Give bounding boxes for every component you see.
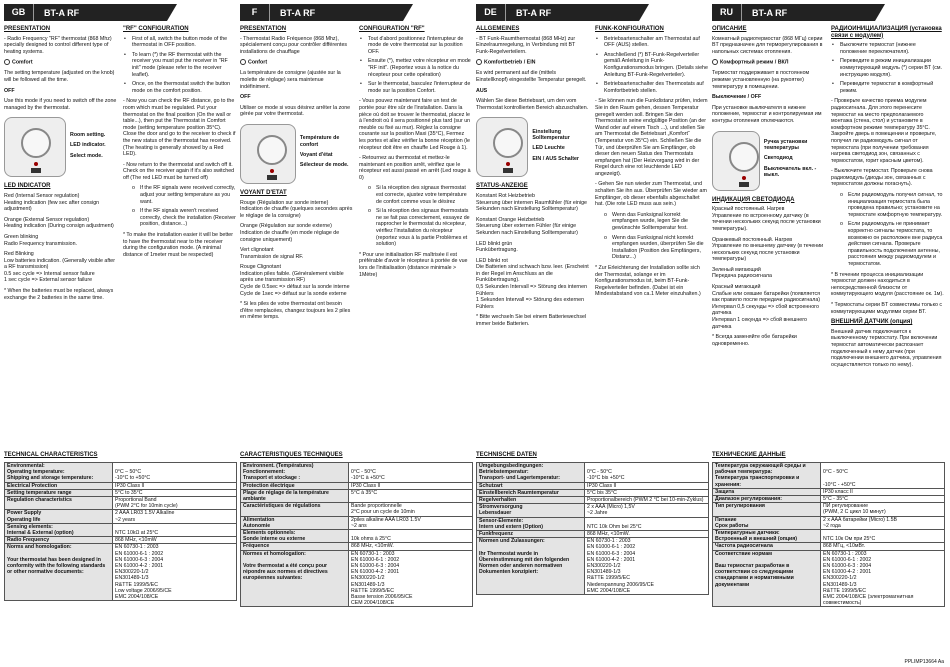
led-green: LED blinkt grün Funkübertragung. [476,240,518,254]
battery-note: * Si les piles de votre thermostat ont besoin d'être remplacées, changez toujours les 2 piles en même temps. [240,301,351,321]
comfort-label: Confort [248,59,268,66]
led-redblink: LED blinkt rot Die Batterien sind schwach bzw. leer. (Erscheint in der Regel im Anschluss an die Funkübertragung). 0,5 Sekunden Intervall => Störung des internen Fühlers 1 Sekunden Intervall => Störung des externen Fühlers [476,257,589,310]
columns [240,24,473,325]
off-label [240,94,353,101]
presentation-title: PRESENTATION [4,26,51,32]
comfort-label-row [240,59,353,66]
tech-value: IP30 Class II [585,482,709,489]
tech-value: 5°C bis 35°C [585,489,709,496]
tech-key: Fréquence [241,543,349,550]
tech-row [5,544,237,601]
rf-para-2: - Retournez au thermostat et mettez-le maintenant en position arrêt, vérifiez que le récepteur est aussi passé en arrêt (Led rouge à 0) [359,155,471,181]
external-sensor-title: ВНЕШНИЙ ДАТЧИК (опция) [831,319,913,326]
rf-step: • Tout d'abord positionnez l'interrupteur de mode de votre thermostat sur la position OFF. [359,36,472,56]
tech-value: IP30 класс II [821,488,945,495]
thermostat-illustration [712,131,760,191]
led-indicator [34,162,38,166]
tech-value: 868 MHz, <10mW [113,537,237,544]
mode-switch [267,175,277,180]
tech-row [477,531,709,538]
rf-note: * В течении процесса инициализации термостат должен находиться в непосредственной близости от коммутирующего модуля (расстояние ок. 1м). [831,271,944,298]
tech-key: Environnent. (Températures) Fonctionnement: Transport et stockage : [241,463,349,483]
tech-row [241,543,473,550]
rf-sub-item: o If the RF signals weren't received correctly, check the installation (Receiver position, distance...) [131,208,236,228]
temperature-knob [729,142,759,172]
led-indicator [506,162,510,166]
panel-de [476,4,709,652]
tech-value: NTC 10kΩ at 25°C [113,523,237,536]
comfort-label-row [476,59,589,66]
tech-key: Power Supply Operating life [5,510,113,523]
rf-sub-item: o Si la réception des signaux thermostat est correcte, ajustez votre température de confort comme vous le désirez [367,185,472,205]
rf-step: • Выключите термостат (нижнее положение переключателя). [831,42,944,55]
tech-value: 2 AAA LR03 1.5V Alkaline ~2 years [113,510,237,523]
panel-header [476,4,709,21]
tech-value: 5°C à 35°C [349,489,473,502]
led-green: Vert clignotant Transmission de signal RF. [240,247,304,260]
figure-labels [764,139,825,183]
tech-row [713,496,945,503]
model-name: BT-A RF [280,7,316,18]
tech-value: 0°C - 50°C -10°C bis +50°C [585,463,709,483]
led-redblink: Rouge Clignotant Indication piles faible. (Généralement visible après une transmission RF) Cycle de 0.5sec => défaut sur la sonde interne Cycle de 1sec => défaut sur la sonde externe [240,264,350,297]
rf-steps [831,42,944,94]
rf-para-2: - Gehen Sie nun wieder zum Thermostat, und schalten Sie ihn aus. Überprüfen Sie wieder am Empfänger, ob dieser ebenfalls abgeschaltet hat. (Die rote LED muss aus sein.) [595,181,707,208]
tech-row [713,488,945,495]
rf-step: • Anschließend (*) BT-Funk-Regelverteiler gemäß Anleitung in Funk-Konfigurationsmodus bringen. (Details siehe Anleitung BT-Funk-Regelverteiler). [595,52,708,78]
tech-row [713,543,945,550]
thermostat-figure [4,117,117,177]
tech-value: IP30 Class II [113,482,237,489]
tech-value: EN 60730-1 : 2003 EN 61000-6-1 : 2002 EN 61000-6-3 : 2004 EN 61000-4-2 : 2001 EN300220-1/2 EN301489-1/3 R&TTE 1999/5/EC Basse tension 2006/95/CE CEM 2004/108/CE [349,550,473,607]
columns [712,24,945,372]
tech-row [477,538,709,595]
fig-label-room: Température de confort [299,135,340,148]
language-code: DE [476,4,506,21]
tech-row [5,523,237,536]
tech-key: Sensor-Elemente: Intern und extern (Option) [477,517,585,530]
fig-label-led: Светодиод [763,155,793,162]
off-text: Utiliser ce mode si vous désirez arrêter la zone gérée par votre thermostat. [240,104,351,118]
panel-f [240,4,473,652]
tech-section [476,452,709,595]
rf-step: • Betriebsartenschalter am Thermostat auf OFF (AUS) stellen. [595,36,708,49]
rf-title: CONFIGURATION "RF" [359,26,425,32]
comfort-label: Комфортный режим / ВКЛ [720,59,789,66]
rf-sub-item: o Если радиомодуль не принимает корректно сигналы термостата, то возможно он расположен вне радиуса действия сигнала. Проверьте правильность подключения антенны, расстояния между радиомодулем и термостатом. [839,221,944,267]
tech-key: Stromversorgung Lebensdauer [477,504,585,517]
rf-sub-item: o If the RF signals were received correctly, adjust your setting temperature as you want. [131,185,236,205]
tech-row [241,482,473,489]
rf-steps [595,36,708,95]
figure-labels [300,135,353,173]
presentation-text: - BT Funk-Raumthermostat (868 MHz) zur Einzelraumregelung, in Verbindung mit BT Funk-Regelverteilern. [476,35,576,55]
rf-para-1: - Sie können nun die Funkdistanz prüfen, indem Sie in den Raum gehen, dessen Temperatur geregelt werden soll. Bringen Sie den Thermostat in seine endgültige Position (an der Wand oder auf einem Tisch ...), und stellen Sie am Thermostat die Betriebsart „Komfort“ (Temperatur von 35°C) ein. Schließen Sie die Tür, und überprüfen Sie am Empfänger, ob dieser den neuen Status des Thermostats empfangen hat (Der Heizvorgang wird in der Regel durch eine rot leuchtende LED angezeigt). [595,98,708,177]
temperature-knob [257,135,287,165]
fig-label-room: Room setting. [70,131,106,138]
figure-labels [70,132,106,163]
thermostat-illustration [476,117,528,177]
tech-row [5,510,237,523]
tech-key: Caractéristiques de régulations [241,503,349,516]
led-orange: Orange (Régulation sur sonde externe) Indication de chauffe (en mode réglage de consigne uniquement) [240,223,340,243]
tech-row [713,463,945,489]
rf-sub-items [603,212,708,261]
rf-para-2: - Now return to the thermostat and switch off it. Check on the receiver again if it's also switched off (The red LED must be turned off) [123,161,235,181]
tech-key: Schutzart [477,482,585,489]
tech-row [5,482,237,489]
off-label-text: OFF [4,87,15,94]
led-orange: Orange (External Sensor regulation) Heating indication (During consign adjustment) [4,216,114,230]
tech-key: Regelverhalten [477,497,585,504]
tech-value: NTC 10k Ohm bei 25°C [585,517,709,530]
led-orange: Оранжевый постоянный. Нагрев Управление по внешнему датчику (в течении нескольких секунд после установки температуры) [712,236,824,263]
model-name: BT-A RF [44,7,80,18]
language-code: RU [712,4,742,21]
tech-value: 5°C - 35°C [821,496,945,503]
tech-value: 0°C - 50°C -10°C - +50°C [821,463,945,489]
left-column [4,24,117,305]
tech-row [713,530,945,543]
off-label-text: OFF [240,94,251,101]
led-red: Красный постоянный. Нагрев Управление по встроенному датчику (в течении нескольких секунд после установки температуры). [712,206,821,232]
rf-steps [123,36,236,95]
tech-key: Normen und Zulassungen: Ihr Thermostat wurde in Übereinstimmung mit den folgenden Normen oder anderen normativen Dokumenten konzipiert: [477,538,585,595]
header-notch [639,4,709,21]
tech-title: TECHNISCHE DATEN [476,452,537,458]
tech-key: Диапазон регулирования: [713,496,821,503]
tech-key: Elements optionnels: Sonde interne ou externe [241,530,349,543]
tech-value: EN 60730-1 : 2003 EN 61000-6-1 : 2002 EN 61000-6-3 : 2004 EN 61000-4-2 : 2001 EN300220-1/2 EN301489-1/3 R&TTE 1999/5/EC Low voltage 2006/95/CE EMC 2004/108/CE [113,544,237,601]
left-column [240,24,353,325]
tech-section [712,452,945,607]
rf-step: • Sur le thermostat, basculez l'interrupteur de mode sur la position Confort. [359,81,472,94]
tech-value: EN 60730-1 : 2003 EN 61000-6-1 : 2002 EN 61000-6-3 : 2004 EN 61000-4-2 : 2001 EN300220-1/2 EN301489-1/3 R&TTE 1999/5/EC EMC 2004/108/CE (электромагнитная совместимость) [821,550,945,607]
led-green: Green blinking Radio Frequency transmission. [4,233,78,247]
fig-label-select: Select mode. [70,152,103,159]
fig-label-room: Ручка установки температуры [763,138,808,151]
led-redblink: Red Blinking Low batteries indication. (Generally visible after a RF transmission) 0.5 sec cycle => Internal sensor failure 1 sec cycle => External sensor failure [4,251,115,284]
led-title: STATUS-ANZEIGE [476,183,528,190]
right-column [595,24,708,332]
fig-label-select: Sélecteur de mode. [299,162,349,169]
rf-step: • First of all, switch the button mode of the thermostat in OFF position. [123,36,236,49]
rf-sub-item: o Если радиомодуль получил сигнал, то инициализация термостата была проведена правильно; установите на термостате комфортную температуру. [839,192,944,218]
header-notch [875,4,945,21]
tech-row [5,463,237,483]
thermostat-illustration [4,117,66,177]
thermostat-figure [476,117,589,177]
tech-title: ТЕХНИЧЕСКИЕ ДАННЫЕ [712,452,786,458]
columns [476,24,709,332]
fig-label-select: Выключатель вкл. - выкл. [763,165,817,179]
tech-value: 5°C to 35°C [113,489,237,496]
tech-value: Bande proportionnelle 2°C pour un cycle de 10min [349,503,473,516]
rf-step: • Ensuite (*), mettez votre récepteur en mode "RF init". (Reportez vous à la notice du récepteur pour cette opération) [359,58,472,78]
rf-title: "RF" CONFIGURATION [123,26,189,32]
tech-key: Einstellbereich Raumtemperatur [477,489,585,496]
mode-switch [739,182,749,187]
tech-row [241,550,473,607]
rf-para-1: - Vous pouvez maintenant faire un test de portée pour être sûr de l'installation. Dans la pièce où doit se trouver le thermostat, placez le à l'endroit où il sera positionné plus tard (sur un meuble ou fixé au mur). Réglez la consigne courante sur la position Maxi (35°C), Fermez les portes et allez vérifier la bonne réception (le récepteur doit être en chauffe Led Rouge à 1). [359,98,471,151]
rf-note: * Pour une initialisation RF maîtrisée il est préférable d'avoir le récepteur à portée de vue lors de l'initialisation (distance minimale > 1Mètre) [359,251,468,278]
battery-note: * Всегда заменяйте обе батарейки одновременно. [712,334,797,347]
tech-value: 868 MHz, <10mW. [349,543,473,550]
tech-value: Proportionalbereich (PWM 2 °C bei 10-min-Zyklus) [585,497,709,504]
comfort-label: Comfort [12,59,33,66]
fig-label-led: LED indicator. [70,142,106,149]
tech-key: Соответствие нормам Ваш термостат разработан в соответствии со следующими стандартами и нормативными документами [713,550,821,607]
sun-icon [476,59,482,65]
right-column [123,24,236,305]
presentation-text: - Thermostat Radio Fréquence (868 Mhz), spécialement conçu pour contrôler différentes installations de chauffage [240,35,348,55]
tech-key: Частота радиосигнала [713,543,821,550]
footer-code: PPLIMP13664 Aa [904,659,944,665]
presentation-text: Комнатный радиотермостат (868 МГц) серии BT предназначен для терморегулирования в напольных системах отопления. [712,35,823,55]
off-label-text: Выключение / OFF [712,94,762,101]
mode-switch [31,168,41,173]
rf-title: РАДИОИНИЦИАЛИЗАЦИЯ (установка связи с модулем) [831,26,942,39]
comfort-label-row [4,59,117,66]
led-redblink: Красный мигающий Слабые или севшие батарейки (появляется как правило после передачи радиосигнала) Интервал 0,5 секунды => сбой встроенного датчика Интервал 1 секунда => сбой внешнего датчика [712,284,821,330]
left-column [476,24,589,332]
tech-key: Питание Срок работы [713,516,821,529]
tech-value: 868 MHz, <10mW. [585,531,709,538]
rf-sub-item: o Wenn das Funksignal korrekt empfangen wurde, legen Sie die gewünschte Solltemperatur fest. [603,212,708,232]
led-orange: Konstant Orange Heizbetrieb Steuerung über externen Fühler (für einige Sekunden nach Einstellung Solltemperatur) [476,216,578,236]
tech-title: TECHNICAL CHARACTERISTICS [4,452,98,458]
led-red: Red (Internal Sensor regulation) Heating indication (few sec after consign adjustment) [4,192,100,213]
sun-icon [712,59,718,65]
language-code: GB [4,4,34,21]
tech-row [477,463,709,483]
rf-note: * To make the installation easier it will be better to have the thermostat near to the receiver during the configuration mode. (A minimal distance of 1meter must be respected) [123,232,234,258]
rf-step: • Переведите термостат в комфортный режим. [831,81,944,94]
rf-step: • Переведите в режим инициализации коммутирующий модуль (*) серии BT (см. инструкцию модуля). [831,58,944,78]
rf-step: • Betriebsartenschalter des Thermostats auf Komfortbetrieb stellen. [595,81,708,94]
tech-value: 10k ohms à 25°C [349,530,473,543]
sun-icon [240,59,246,65]
tech-value: 0°C - 50°C -10°C à +50°C [349,463,473,483]
tech-row [5,537,237,544]
presentation-text: - Radio Frequency "RF" thermostat (868 Mhz) specially designed to control different type of heating systems. [4,35,112,55]
led-green: Зеленый мигающий Передача радиосигнала [712,266,772,280]
tech-section [4,452,237,601]
tech-row [241,516,473,529]
tech-row [477,497,709,504]
tech-value: 2 x AAA (Micro) 1,5V ~2 Jahre [585,504,709,517]
tech-value: Proportional Band (PWM 2°C for 10min cycle) [113,497,237,510]
tech-row [713,503,945,516]
off-label [712,94,825,101]
rf-sub-items [131,185,236,228]
tech-key: Sensing elements: Internal & External (option) [5,523,113,536]
mode-switch [503,168,513,173]
presentation-title: ALLGEMEINES [476,26,520,32]
rf-step: • To learn (*) the RF thermostat with the receiver you must put the receiver in "RF init" mode (please refer to the receiver leaflet). [123,52,236,78]
battery-note: * When the batteries must be replaced, always exchange the 2 batteries in the same time. [4,288,114,301]
led-red: Rouge (Régulation sur sonde interne) Indication de chauffe (quelques secondes après le réglage de la consigne) [240,199,353,219]
rf-title: FUNK-KONFIGURATION [595,26,664,32]
comfort-text: Es wird permanent auf die (mittels Einstellknopf) eingestellte Temperatur geregelt. [476,70,587,83]
thermostat-illustration [240,124,296,184]
presentation-title: ОПИСАНИЕ [712,26,747,32]
figure-labels [532,129,589,167]
tech-row [241,503,473,516]
tech-value: 0°C – 50°C -10°C to +50°C [113,463,237,483]
tech-value: NTC 10к Ом при 25°C [821,530,945,543]
panel-ru [712,4,945,652]
columns [4,24,237,305]
tech-key: Regulation characteristics [5,497,113,510]
right-column [359,24,472,325]
tech-row [477,504,709,517]
tech-value: EN 60730-1 : 2003 EN 61000-6-1 : 2002 EN 61000-6-3 : 2004 EN 61000-4-2 : 2001 EN300220-1/2 EN301489-1/3 R&TTE 1999/5/EC Niederspannung 2006/95/CE EMC 2004/108/CE [585,538,709,595]
tech-key: Plage de réglage de la température ambiante [241,489,349,502]
tech-key: Alimentation Autonomie [241,516,349,529]
rf-steps [359,36,472,95]
tech-value: 2piles alkaline AAA LR03 1.5V ~2 ans [349,516,473,529]
tech-table [712,462,945,607]
tech-table [4,462,237,601]
tech-key: Setting temperature range [5,489,113,496]
tech-row [241,463,473,483]
rf-note: * Zur Erleichterung der Installation sollte sich der Thermostat, solange er im Konfigurationsmodus ist, beim BT-Funk-Regelverteiler befinden. (Dabei ist ein Mindestabstand von ca.1 Meter einzuhalten.) [595,265,701,298]
comfort-label-row [712,59,825,66]
tech-title: CARACTERISTIQUES TECHNIQUES [240,452,343,458]
rf-sub-items [839,192,944,268]
led-title: ИНДИКАЦИЯ СВЕТОДИОДА [712,196,795,203]
temperature-knob [21,128,51,158]
rf-sub-items [367,185,472,247]
fig-label-led: Voyant d'état [299,151,333,158]
tech-key: Environmental: Operating temperature: Shipping and storage temperature: [5,463,113,483]
led-title: LED INDICATOR [4,183,51,190]
tech-value: 2 x AAA батарейки (Micro) 1.5В ~2 года [821,516,945,529]
tech-key: Norms and homologation: Your thermostat has been designed in conformity with the following standards or other normative documents: [5,544,113,601]
presentation-title: PRESENTATION [240,26,287,32]
right-column [831,24,944,372]
comfort-text: The setting temperature (adjusted on the knob) will be followed all the time. [4,70,115,83]
panel-header [240,4,473,21]
off-label [476,88,589,95]
language-code: F [240,4,270,21]
rf-para-1: - Проверьте качество приема модулем радиосигнала. Для этого перенесите термостат на место предполагаемого монтажа (стена, стол) и установите в комфортном режиме температуру 35°C. Закройте дверь в помещении и проверьте, получил ли радиомодуль сигнал от термостата (при получении требования нагрева светодиод зон, связанных с термостатом, горит красным цветом). [831,98,937,164]
panel-header [712,4,945,21]
fig-label-room: Einstellung Solltemperatur [532,128,570,141]
left-column [712,24,825,372]
header-notch [403,4,473,21]
tech-key: Normes et homologation: Votre thermostat a été conçu pour répondre aux normes et directives européennes suivantes: [241,550,349,607]
rf-para-1: - Now you can check the RF distance, go to the room which must be regulated. Put your thermostat on the final position (On the wall or table...), then put the Thermostat in Comfort mode (setting temperature position 35°C). Close the door and go to the receiver to check if the new status of the thermostat has received. (The heating is generally showed by a Red LED). [123,98,236,158]
tech-key: Umgebungsbedingungen: Betriebstemperatur: Transport- und Lagertemperatur: [477,463,585,483]
tech-value: IP30 Class II [349,482,473,489]
tech-key: Температура окружающей среды и рабочая температура: Температура транспортировки и хранения: [713,463,821,489]
tech-key: Funkfrequenz [477,531,585,538]
model-name: BT-A RF [516,7,552,18]
header-notch [167,4,237,21]
tech-row [713,550,945,607]
rf-sub-item: o Si la réception des signaux thermostats ne se fait pas correctement, essayez de rapprocher le thermostat du récepteur, vérifiez l'installation du récepteur (reportez vous à la partie Problèmes et solution) [367,208,472,248]
rf-sub-item: o Wenn das Funksignal nicht korrekt empfangen wurden, überprüfen Sie die Installation (Position des Empfängers, Distanz...) [603,235,708,261]
off-label [4,88,117,95]
off-text: Use this mode if you need to switch off the zone managed by the thermostat. [4,98,117,111]
fig-label-led: LED Leuchte [532,145,565,152]
panel-header [4,4,237,21]
rf-step: • Once, on the thermostat switch the button mode on the comfort position. [123,81,236,94]
tech-key: Radio Frequency [5,537,113,544]
tech-section [240,452,473,607]
tech-table [476,462,709,595]
rf-note-2: * Термостаты серии BT совместимы только с коммутирующими модулями серии BT. [831,301,943,315]
tech-row [5,489,237,496]
external-sensor-text: Внешний датчик подключается к выключенному термостату. При включении термостат автоматически распознает подключенный к нему датчик (при подключении внешнего датчика, управления осуществляется только по нему). [831,328,942,368]
led-indicator [270,169,274,173]
comfort-text: La température de consigne (ajustée sur la molette de réglage) sera maintenue indéfiniment. [240,70,341,90]
led-title: VOYANT D'ETAT [240,189,287,196]
model-name: BT-A RF [752,7,788,18]
battery-note: * Bitte wechseln Sie bei einem Batteriewechsel immer beide Batterien. [476,314,587,328]
tech-value: ПИ регулирование (PWM, 2 С цикл 10 минут) [821,503,945,516]
led-red: Konstant Rot Heizbetrieb Steuerung über internen Raumfühler (für einige Sekunden nach Einstellung Solltemperatur) [476,192,588,213]
thermostat-figure [712,131,825,191]
tech-key: Защита [713,488,821,495]
tech-key: Температурные датчики: Встроенный и внешний (опция) [713,530,821,543]
tech-row [241,530,473,543]
tech-key: Protection électrique [241,482,349,489]
tech-key: Electrical Protection [5,482,113,489]
comfort-text: Термостат поддерживает в постоянном режиме установленную (на рукоятке) температуру в помещении. [712,70,810,90]
off-label-text: AUS [476,87,488,94]
sun-icon [4,59,10,65]
panel-gb [4,4,237,652]
thermostat-figure [240,124,353,184]
tech-row [477,489,709,496]
tech-row [477,517,709,530]
off-text: При установке выключателя в нижнее положение, термостат и контролируемая им контуры отопления отключаются. [712,104,822,124]
temperature-knob [493,128,523,158]
tech-value: 868 МГц, <10мВт. [821,543,945,550]
tech-table [240,462,473,607]
comfort-label: Komfortbetrieb / EIN [484,59,536,66]
rf-para-2: - Выключите термостат. Проверьте снова радиомодуль (диоды зон, связанных с термостатом должны погаснуть). [831,168,933,188]
tech-row [713,516,945,529]
led-indicator [742,176,746,180]
tech-row [241,489,473,502]
tech-key: Тип регулирования [713,503,821,516]
off-text: Wählen Sie diese Betriebsart, um den vom Thermostat kontrollierten Bereich abzuschalten. [476,98,589,111]
tech-row [477,482,709,489]
tech-row [5,497,237,510]
fig-label-select: EIN / AUS Schalter [532,155,579,162]
